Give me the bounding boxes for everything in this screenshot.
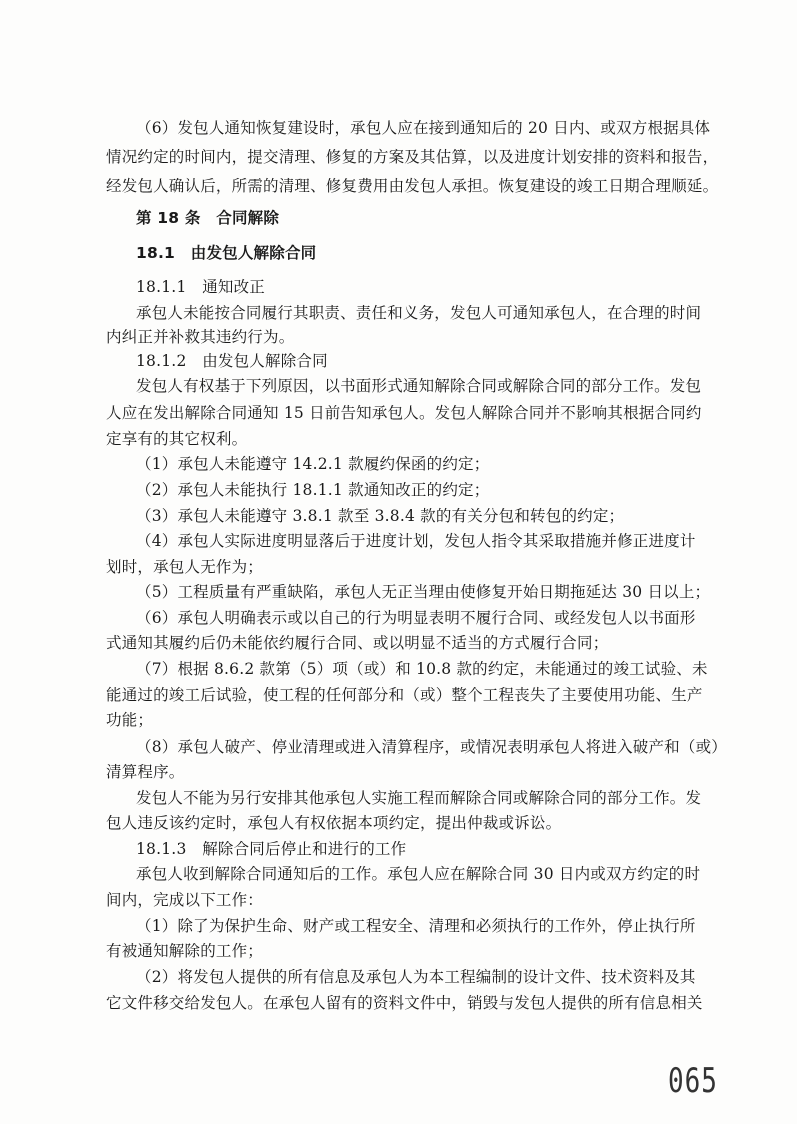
list-item-continuation: 能通过的竣工后试验，使工程的任何部分和（或）整个工程丧失了主要使用功能、生产 xyxy=(106,686,703,704)
list-item-continuation: 式通知其履约后仍未能依约履行合同、或以明显不适当的方式履行合同； xyxy=(106,634,609,652)
list-item: （7）根据 8.6.2 款第（5）项（或）和 10.8 款的约定，未能通过的竣工试验、未 xyxy=(136,660,708,678)
body-text-line: 间内，完成以下工作： xyxy=(106,891,264,909)
body-text-line: 情况约定的时间内，提交清理、修复的方案及其估算，以及进度计划安排的资料和报告， xyxy=(106,148,719,166)
list-item: （2）将发包人提供的所有信息及承包人为本工程编制的设计文件、技术资料及其 xyxy=(136,968,696,986)
list-item: （4）承包人实际进度明显落后于进度计划，发包人指令其采取措施并修正进度计 xyxy=(136,532,696,550)
list-item: （1）承包人未能遵守 14.2.1 款履约保函的约定； xyxy=(136,455,490,473)
list-item: （5）工程质量有严重缺陷，承包人无正当理由使修复开始日期拖延达 30 日以上； xyxy=(136,583,711,601)
list-item: （2）承包人未能执行 18.1.1 款通知改正的约定； xyxy=(136,481,490,499)
body-text-line: 人应在发出解除合同通知 15 日前告知承包人。发包人解除合同并不影响其根据合同约 xyxy=(106,404,702,422)
subsection-heading: 18.1.1 通知改正 xyxy=(136,278,266,296)
body-text-line: 内纠正并补救其违约行为。 xyxy=(106,328,295,346)
article-heading: 第 18 条 合同解除 xyxy=(136,209,280,227)
body-text-line: 承包人未能按合同履行其职责、责任和义务，发包人可通知承包人，在合理的时间 xyxy=(136,304,702,322)
section-heading: 18.1 由发包人解除合同 xyxy=(136,244,317,262)
list-item: （8）承包人破产、停业清理或进入清算程序，或情况表明承包人将进入破产和（或） xyxy=(136,738,727,756)
body-text-line: 发包人有权基于下列原因，以书面形式通知解除合同或解除合同的部分工作。发包 xyxy=(136,377,702,395)
body-text-line: （6）发包人通知恢复建设时，承包人应在接到通知后的 20 日内、或双方根据具体 xyxy=(136,119,711,137)
list-item-continuation: 有被通知解除的工作； xyxy=(106,942,264,960)
list-item-continuation: 功能； xyxy=(106,711,154,729)
body-text-line: 定享有的其它权利。 xyxy=(106,430,248,448)
body-text-line: 包人违反该约定时，承包人有权依据本项约定，提出仲裁或诉讼。 xyxy=(106,814,562,832)
list-item: （3）承包人未能遵守 3.8.1 款至 3.8.4 款的有关分包和转包的约定； xyxy=(136,507,625,525)
list-item-continuation: 划时，承包人无作为； xyxy=(106,558,264,576)
page-number: 065 xyxy=(668,1062,718,1101)
list-item: （6）承包人明确表示或以自己的行为明显表明不履行合同、或经发包人以书面形 xyxy=(136,609,696,627)
subsection-heading: 18.1.3 解除合同后停止和进行的工作 xyxy=(136,840,407,858)
list-item-continuation: 它文件移交给发包人。在承包人留有的资料文件中，销毁与发包人提供的所有信息相关 xyxy=(106,994,703,1012)
body-text-line: 经发包人确认后，所需的清理、修复费用由发包人承担。恢复建设的竣工日期合理顺延。 xyxy=(106,177,719,195)
body-text-line: 承包人收到解除合同通知后的工作。承包人应在解除合同 30 日内或双方约定的时 xyxy=(136,865,701,883)
body-text-line: 发包人不能为另行安排其他承包人实施工程而解除合同或解除合同的部分工作。发 xyxy=(136,789,702,807)
list-item: （1）除了为保护生命、财产或工程安全、清理和必须执行的工作外，停止执行所 xyxy=(136,917,696,935)
subsection-heading: 18.1.2 由发包人解除合同 xyxy=(136,352,328,370)
list-item-continuation: 清算程序。 xyxy=(106,763,185,781)
